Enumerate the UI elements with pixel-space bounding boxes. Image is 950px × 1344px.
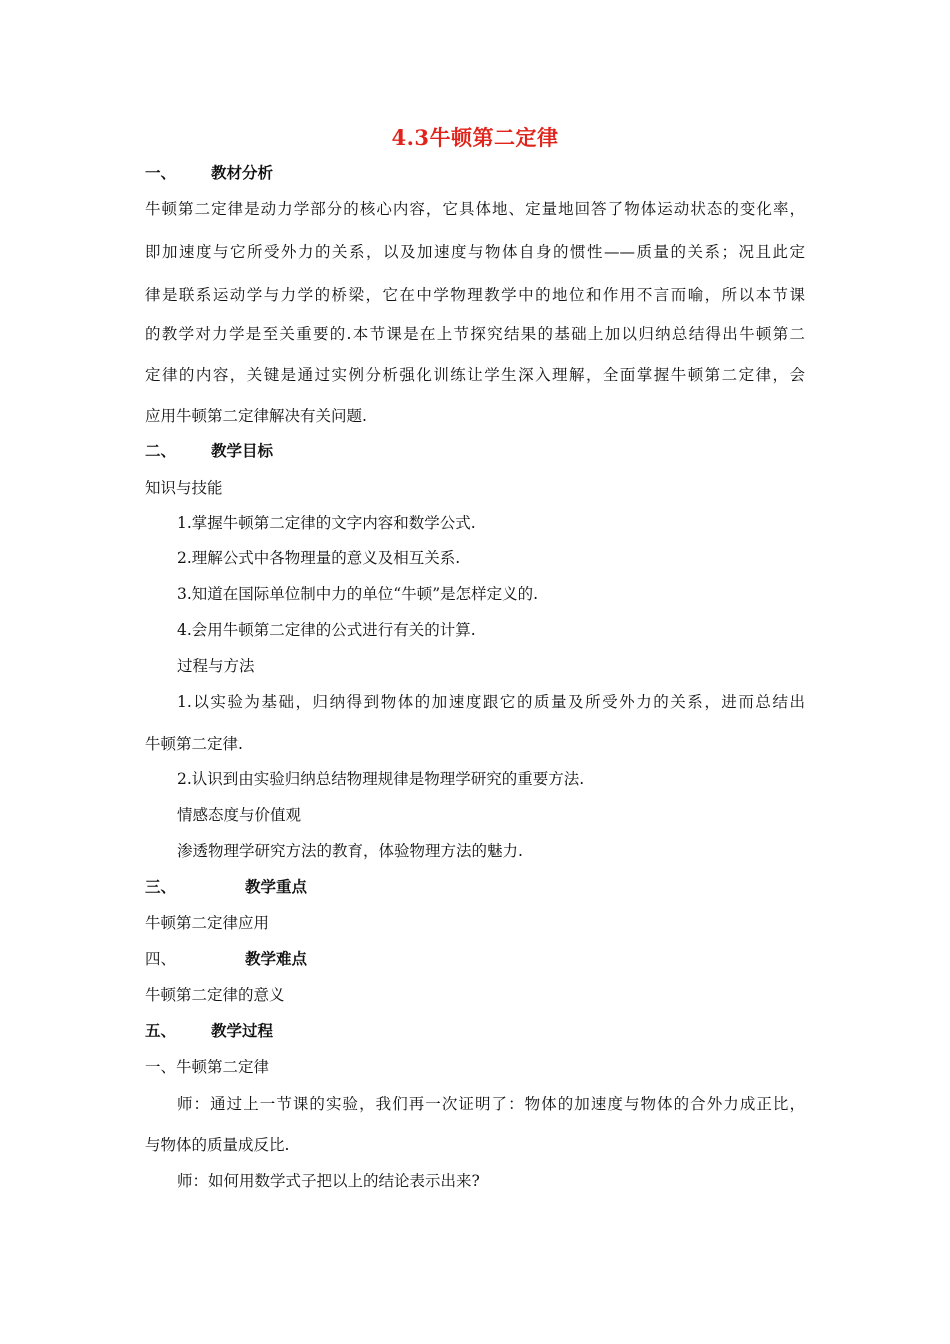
paragraph-line: 牛顿第二定律的意义 (145, 986, 285, 1004)
paragraph-line: 律是联系运动学与力学的桥梁，它在中学物理教学中的地位和作用不言而喻，所以本节课 (145, 286, 805, 304)
section-number: 三、 (145, 877, 177, 896)
subsection-title: 一、牛顿第二定律 (145, 1058, 270, 1076)
section-heading-4 (145, 948, 307, 970)
list-item: 4.会用牛顿第二定律的公式进行有关的计算. (177, 621, 476, 639)
section-heading-1 (145, 162, 273, 184)
section-label: 教学难点 (245, 949, 308, 968)
section-heading-5 (145, 1020, 273, 1042)
section-label: 教学目标 (211, 441, 274, 460)
paragraph-line: 即加速度与它所受外力的关系，以及加速度与物体自身的惯性——质量的关系；况且此定 (145, 243, 805, 261)
subsection-title: 过程与方法 (177, 657, 255, 675)
list-item: 3.知道在国际单位制中力的单位“牛顿”是怎样定义的. (177, 585, 539, 603)
section-label: 教材分析 (211, 163, 274, 182)
document-title: 4.3牛顿第二定律 (391, 125, 559, 150)
list-item: 1.以实验为基础，归纳得到物体的加速度跟它的质量及所受外力的关系，进而总结出 (177, 693, 805, 711)
section-heading-3 (145, 876, 307, 898)
paragraph-line: 与物体的质量成反比. (145, 1136, 290, 1154)
section-heading-2 (145, 440, 273, 462)
paragraph-line: 牛顿第二定律是动力学部分的核心内容，它具体地、定量地回答了物体运动状态的变化率， (145, 200, 805, 218)
paragraph-line: 应用牛顿第二定律解决有关问题. (145, 407, 367, 425)
section-number: 四、 (145, 950, 177, 968)
paragraph-line: 的教学对力学是至关重要的.本节课是在上节探究结果的基础上加以归纳总结得出牛顿第二 (145, 325, 805, 343)
paragraph-line: 定律的内容，关键是通过实例分析强化训练让学生深入理解，全面掌握牛顿第二定律，会 (145, 366, 805, 384)
list-item-continued: 牛顿第二定律. (145, 735, 243, 753)
section-number: 五、 (145, 1021, 177, 1040)
section-label: 教学重点 (245, 877, 308, 896)
section-label: 教学过程 (211, 1021, 274, 1040)
list-item: 2.认识到由实验归纳总结物理规律是物理学研究的重要方法. (177, 770, 585, 788)
list-item: 2.理解公式中各物理量的意义及相互关系. (177, 549, 461, 567)
list-item: 渗透物理学研究方法的教育，体验物理方法的魅力. (177, 842, 523, 860)
paragraph-line: 师：通过上一节课的实验，我们再一次证明了：物体的加速度与物体的合外力成正比， (177, 1095, 805, 1113)
list-item: 1.掌握牛顿第二定律的文字内容和数学公式. (177, 514, 476, 532)
subsection-title: 知识与技能 (145, 479, 223, 497)
section-number: 二、 (145, 441, 177, 460)
section-number: 一、 (145, 163, 177, 182)
paragraph-line: 牛顿第二定律应用 (145, 914, 270, 932)
paragraph-line: 师：如何用数学式子把以上的结论表示出来? (177, 1172, 480, 1190)
subsection-title: 情感态度与价值观 (177, 806, 302, 824)
